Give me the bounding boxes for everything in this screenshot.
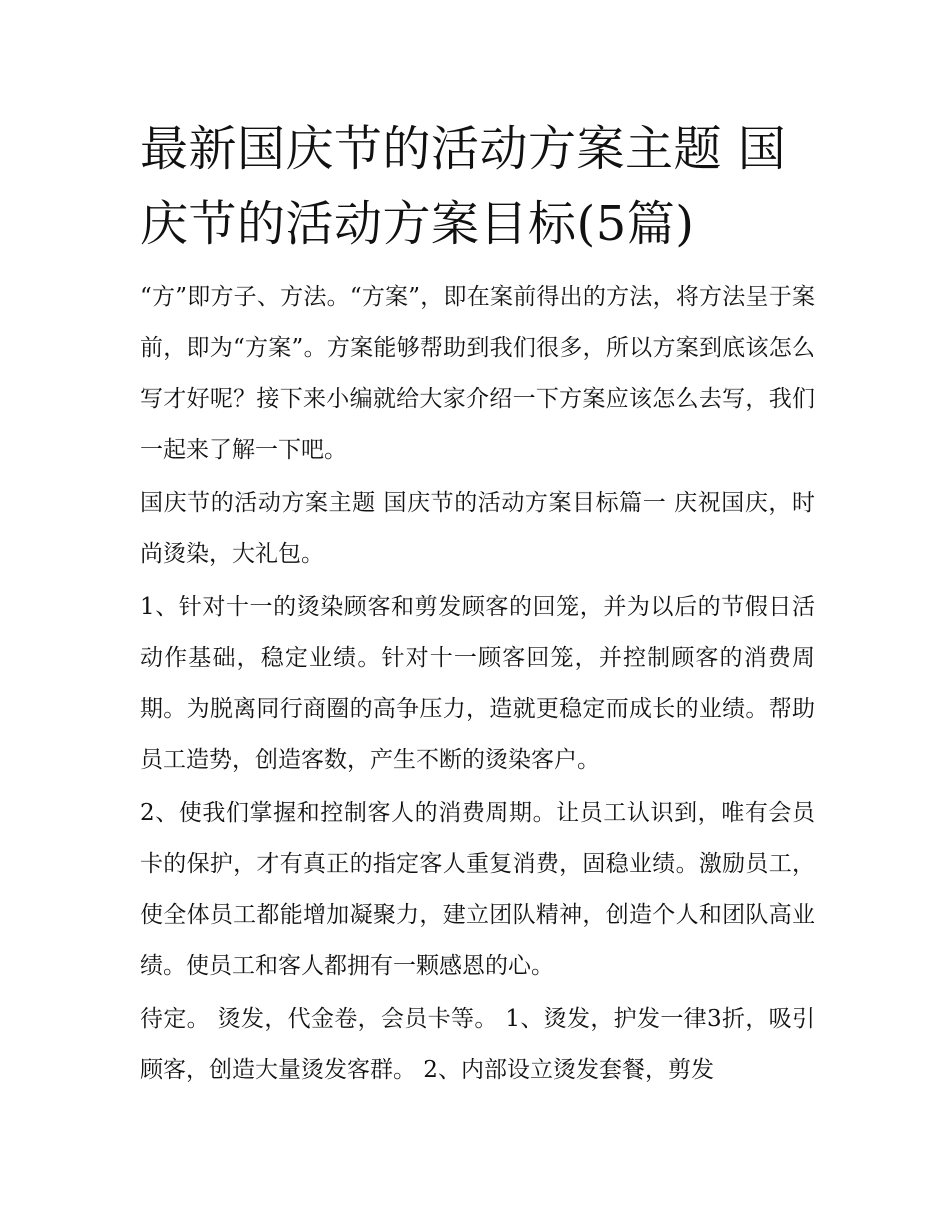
document-body: [140, 112, 815, 1098]
goal-paragraph-1: 1、针对十一的烫染顾客和剪发顾客的回笼，并为以后的节假日活动作基础，稳定业绩。针对十一顾客回笼，并控制顾客的消费周期。为脱离同行商圈的高争压力，造就更稳定而成长的业绩。帮助员工造势，创造客数，产生不断的烫染客户。: [140, 594, 815, 773]
intro-paragraph: “方”即方子、方法。“方案”，即在案前得出的方法，将方法呈于案前，即为“方案”。方案能够帮助到我们很多，所以方案到底该怎么写才好呢？接下来小编就给大家介绍一下方案应该怎么去写，我们一起来了解一下吧。: [140, 284, 815, 463]
document-title: 最新国庆节的活动方案主题 国庆节的活动方案目标(5篇): [140, 121, 787, 252]
offer-paragraph: 待定。 烫发，代金卷，会员卡等。 1、烫发，护发一律3折，吸引顾客，创造大量烫发客群。 2、内部设立烫发套餐，剪发: [140, 1006, 815, 1083]
goal-paragraph-2: 2、使我们掌握和控制客人的消费周期。让员工认识到，唯有会员卡的保护，才有真正的指定客人重复消费，固稳业绩。激励员工，使全体员工都能增加凝聚力，建立团队精神，创造个人和团队高业绩。使员工和客人都拥有一颗感恩的心。: [140, 800, 815, 979]
section-heading-paragraph: 国庆节的活动方案主题 国庆节的活动方案目标篇一 庆祝国庆，时尚烫染，大礼包。: [140, 490, 815, 567]
